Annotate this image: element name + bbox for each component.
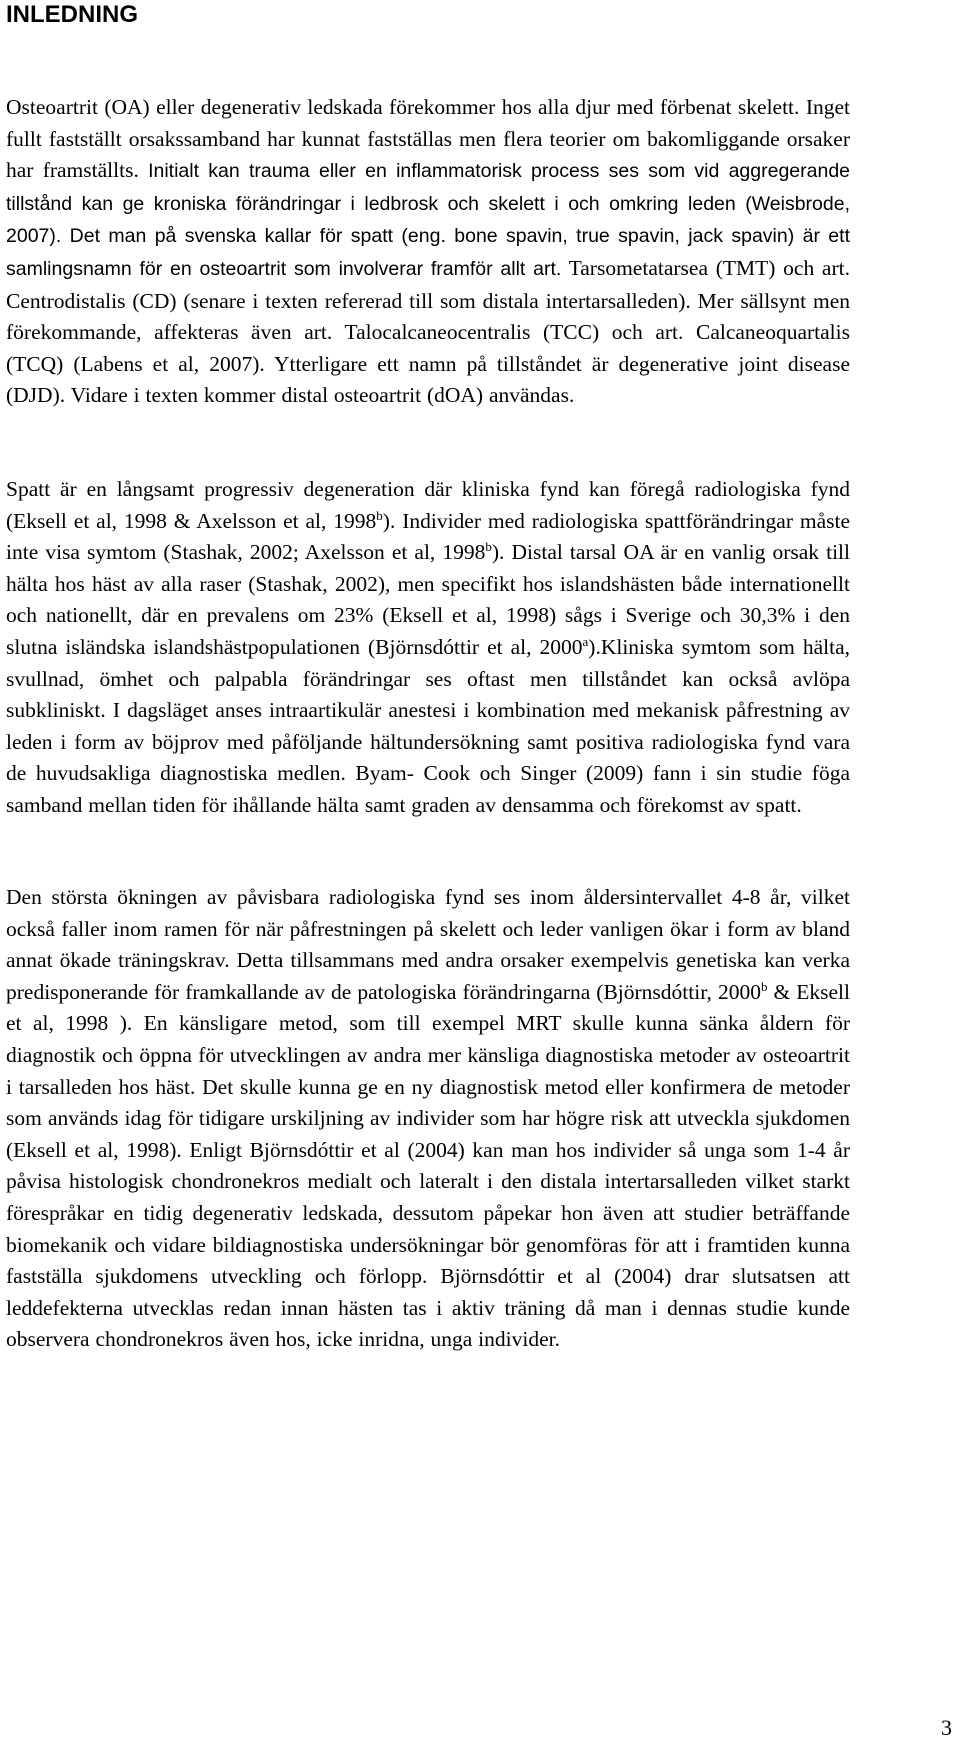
paragraph-1-sentence-2: Initialt kan trauma eller en inflammatorisk process ses som vid aggregerande tillstånd kan ge kroniska förändringar i ledbrosk och skelett i och omkring leden (Weisbrode, 2007). Det man på svenska kallar för spatt (eng. bone spavin, true spavin, jack spavin) är ett samlingsnamn för en osteoartrit som involverar framför allt art. (6, 160, 851, 280)
paragraph-2-text-4: ).Kliniska symtom som hälta, svullnad, ömhet och palpabla förändringar ses oftast men tillståndet kan också avlöpa subkliniskt. I dagsläget anses intraartikulär anestesi i kombination med mekanisk påfrestning av leden i form av böjprov med påföljande hältundersökning samt positiva radiologiska fynd vara de huvudsakliga diagnostiska medlen. Byam- Cook och Singer (2009) fann i sin studie föga samband mellan tiden för ihållande hälta samt graden av densamma och förekomst av spatt. (6, 634, 850, 817)
superscript-a: a (582, 633, 589, 649)
superscript-b: b (485, 539, 492, 555)
page-number: 3 (941, 1715, 952, 1740)
paragraph-2 (6, 474, 850, 822)
paragraph-2-text-1: Spatt är en långsamt progressiv degeneration där kliniska fynd kan föregå radiologiska fynd (Eksell et al, 1998 & Axelsson et al, 1998 (6, 477, 850, 533)
paragraph-2-text-3: ). Distal tarsal OA är en vanlig orsak till hälta hos häst av alla raser (Stashak, 2002), men specifikt hos islandshästen både internationellt och nationellt, där en prevalens om 23% (Eksell et al, 1998) sågs i Sverige och 30,3% i den slutna isländska islandshästpopulationen (Björnsdóttir et al, 2000 (6, 540, 850, 659)
paragraph-3-text-1: Den största ökningen av påvisbara radiologiska fynd ses inom åldersintervallet 4-8 år, vilket också faller inom ramen för när påfrestningen på skelett och leder vanligen ökar i form av bland annat ökade träningskrav. Detta tillsammans med andra orsaker exempelvis genetiska kan verka predisponerande för framkallande av de patologiska förändringarna (Björnsdóttir, 2000 (6, 885, 850, 1004)
paragraph-2-text-2: ). Individer med radiologiska spattförändringar måste inte visa symtom (Stashak, 2002; Axelsson et al, 1998 (6, 508, 850, 565)
paragraph-1-sentence-1: Osteoartrit (OA) eller degenerativ ledskada förekommer hos alla djur med förbenat skelett. Inget fullt fastställt orsakssamband har kunnat fastställas men flera teorier om bakomliggande orsaker har framställts. (6, 95, 850, 183)
section-heading: INLEDNING (6, 1, 138, 28)
paragraph-1-sentence-3: Tarsometatarsea (TMT) och art. Centrodistalis (CD) (senare i texten refererad till som distala intertarsalleden). Mer sällsynt men förekommande, affekteras även art. Talocalcaneocentralis (TCC) och art. Calcaneoquartalis (TCQ) (Labens et al, 2007). Ytterligare ett namn på tillståndet är degenerative joint disease (DJD). Vidare i texten kommer distal osteoartrit (dOA) användas. (6, 255, 850, 408)
superscript-b: b (760, 978, 768, 994)
paragraph-3 (6, 882, 850, 1356)
paragraph-1 (6, 92, 850, 412)
paragraph-3-text-2: & Eksell et al, 1998 ). En känsligare metod, som till exempel MRT skulle kunna sänka åldern för diagnostik och öppna för utvecklingen av andra mer känsliga diagnostiska metoder av osteoartrit i tarsalleden hos häst. Det skulle kunna ge en ny diagnostisk metod eller konfirmera de metoder som används idag för tidigare urskiljning av individer som har högre risk att utveckla sjukdomen (Eksell et al, 1998). Enligt Björnsdóttir et al (2004) kan man hos individer så unga som 1-4 år påvisa histologisk chondronekros medialt och lateralt i den distala intertarsalleden vilket starkt förespråkar en tidig degenerativ ledskada, dessutom påpekar hon även att studier beträffande biomekanik och vidare bildiagnostiska undersökningar bör genomföras för att i framtiden kunna fastställa sjukdomens utveckling och förlopp. Björnsdóttir et al (2004) drar slutsatsen att leddefekterna utvecklas redan innan hästen tas i aktiv träning då man i dennas studie kunde observera chondronekros även hos, icke inridna, unga individer. (6, 979, 851, 1352)
superscript-b: b (376, 507, 383, 523)
